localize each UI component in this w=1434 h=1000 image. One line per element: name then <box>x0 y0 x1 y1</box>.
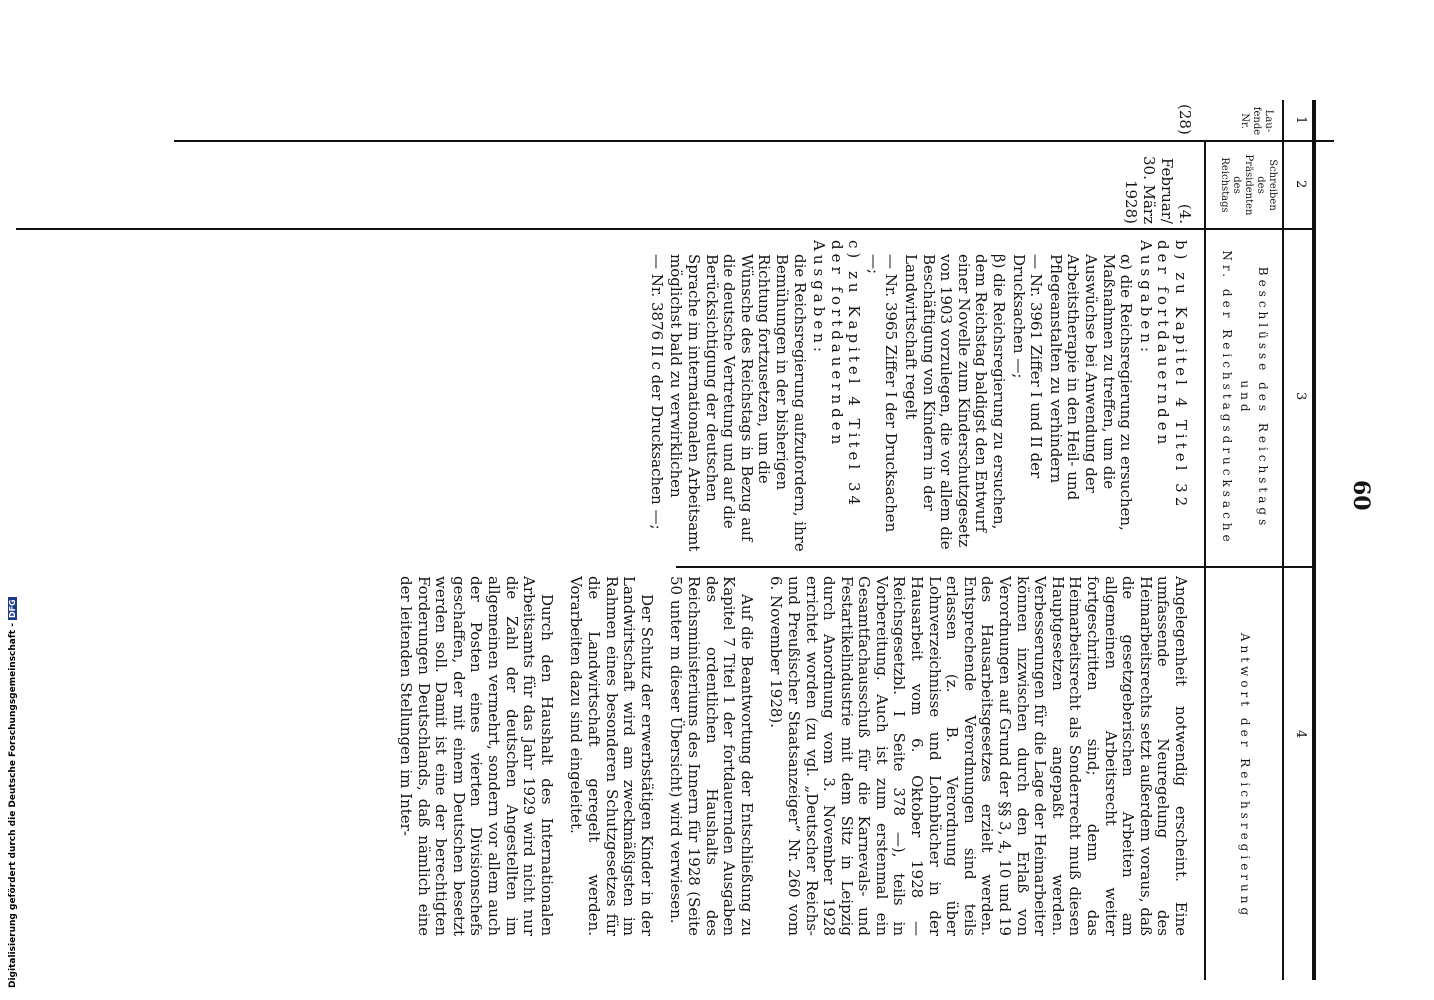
resolution-item: α) die Reichsregierung zu ersuchen, Maßnahmen zu treffen, um die Auswüchse bei Anwendung der Arbeitstherapie in den Heil- und Pflegeanstalten zu verhindern <box>1046 254 1136 531</box>
column-number-3: 3 <box>1293 392 1308 401</box>
column-number-4: 4 <box>1293 730 1308 739</box>
answer-paragraph: Der Schutz der erwerbstätigen Kinder in der Landwirtschaft wird am zweckmäßigsten im Rahmen eines besonderen Schutzgesetzes für die Landwirtschaft geregelt werden. Vorarbeiten dazu sind eingeleitet. <box>567 576 656 936</box>
col1-header-line: Nr. <box>1239 113 1250 129</box>
answer-paragraph: Durch den Haushalt des Internationalen Arbeitsamts für das Jahr 1929 wird nicht nur die Zahl der deutschen Angestellten im allgemeinen vermehrt, sondern vor allem auch der Posten eines vierten Divisionschefs geschaffen, der mit einem Deutschen besetzt werden soll. Damit ist eine der berechtigten Forderungen Deutschlands, daß nämlich eine der leitenden Stellungen im Inter- <box>397 576 556 936</box>
resolution-item: c) zu Kapitel 4 Titel 34 der fortdauernden Ausgaben: <box>810 240 864 510</box>
answer-paragraph: Auf die Beantwortung der Entschließung zu Kapitel 7 Titel 1 der fortdauernden Ausgaben des ordentlichen Haushalts des Reichsministeriums des Innern für 1928 (Seite 50 unter m dieser Übersicht) wird verwiesen. <box>667 576 756 936</box>
resolution-item: — Nr. 3965 Ziffer I der Drucksachen —; <box>864 254 901 533</box>
col2-header <box>1218 146 1278 224</box>
column-divider-2 <box>16 228 1316 230</box>
column-divider-1 <box>174 140 1334 142</box>
table-header-bottom-rule <box>1204 140 1206 980</box>
col1-header-line: fende <box>1251 106 1262 136</box>
resolution-item: — Nr. 3961 Ziffer I und II der Drucksachen —; <box>1009 254 1046 479</box>
row-date-line: (4. Februar/ <box>1158 157 1194 224</box>
resolution-item: — Nr. 3876 II c der Drucksachen —; <box>647 254 666 530</box>
table-top-rule <box>1312 100 1316 980</box>
column-number-1: 1 <box>1293 116 1308 125</box>
government-answer-column <box>384 576 1189 936</box>
col1-header-line: Lau- <box>1263 109 1274 133</box>
resolution-item: β) die Reichsregierung zu ersuchen, dem Reichstag baldigst den Entwurf einer Novelle zum Kinderschutzgesetz von 1903 vorzulegen, die vor allem die Beschäftigung von Kindern in der Landwirtschaft regelt <box>902 254 1009 550</box>
resolutions-column <box>647 240 1189 555</box>
col3-header-line: und <box>1238 380 1252 416</box>
row-number: (28) <box>1176 104 1194 135</box>
column-divider-3 <box>676 566 1316 568</box>
col2-header-line: Reichstags <box>1219 157 1230 213</box>
col2-header-line: des <box>1255 176 1266 194</box>
column-number-2: 2 <box>1293 180 1308 189</box>
answer-paragraph: Angelegenheit notwendig erscheint. Eine umfassende Neuregelung des Heimarbeitsrechts setzt außerdem voraus, daß die gesetzgeberischen Arbeiten am allgemeinen Arbeitsrecht weiter fortgeschritten sind; denn das Heimarbeitsrecht als Sonderrecht muß diesen Hauptgesetzen angepaßt werden. Verbesserungen für die Lage der Heimarbeiter können inzwischen durch den Erlaß von Verordnungen auf Grund der §§ 3, 4, 10 und 19 des Hausarbeitsgesetzes erzielt werden. Entsprechende Verordnungen sind teils erlassen (z. B. Verordnung über Lohnverzeichnisse und Lohnbücher in der Hausarbeit vom 6. Oktober 1928 — Reichsgesetzbl. I Seite 378 —), teils in Vorbereitung. Auch ist zum erstenmal ein Gesamtfachausschuß für die Karnevals- und Festartikelindustrie mit dem Sitz in Leipzig durch Anordnung vom 3. November 1928 errichtet worden (zu vgl. „Deutscher Reichs- und Preußischer Staatsanzeiger“ Nr. 260 vom 6. November 1928). <box>767 576 1190 936</box>
row-date-line: 1928) <box>1122 179 1140 224</box>
table-header-rule <box>1282 100 1284 980</box>
row-date-line: 30. März <box>1140 156 1158 224</box>
col3-header-line: Nr. der Reichstagsdrucksache <box>1220 250 1234 546</box>
col3-header-line: Beschlüsse des Reichstags <box>1256 266 1270 530</box>
page-number: 60 <box>1348 480 1374 511</box>
resolution-item: die Reichsregierung aufzufordern, ihre Bemühungen in der bisherigen Richtung fortzusetzen, um die Wünsche des Reichstags in Bezug auf die deutsche Vertretung und auf die Berücksichtigung der deutschen Sprache im internationalen Arbeitsamt möglichst bald zu verwirklichen <box>667 254 809 552</box>
col3-header <box>1218 236 1272 560</box>
digitization-footer <box>8 597 18 988</box>
col1-header <box>1238 104 1274 138</box>
row-date <box>1122 146 1194 224</box>
col2-header-line: Schreiben <box>1267 159 1278 211</box>
col2-header-line: Präsidenten <box>1243 154 1254 216</box>
resolution-item: b) zu Kapitel 4 Titel 32 der fortdauernden Ausgaben: <box>1136 240 1190 511</box>
col2-header-line: des <box>1231 176 1242 194</box>
col4-header: Antwort der Reichsregierung <box>1238 632 1252 920</box>
dfg-logo: DFG <box>8 599 17 619</box>
footer-text: Digitalisierung gefördert durch die Deutsche Forschungsgemeinschaft - <box>8 623 18 988</box>
